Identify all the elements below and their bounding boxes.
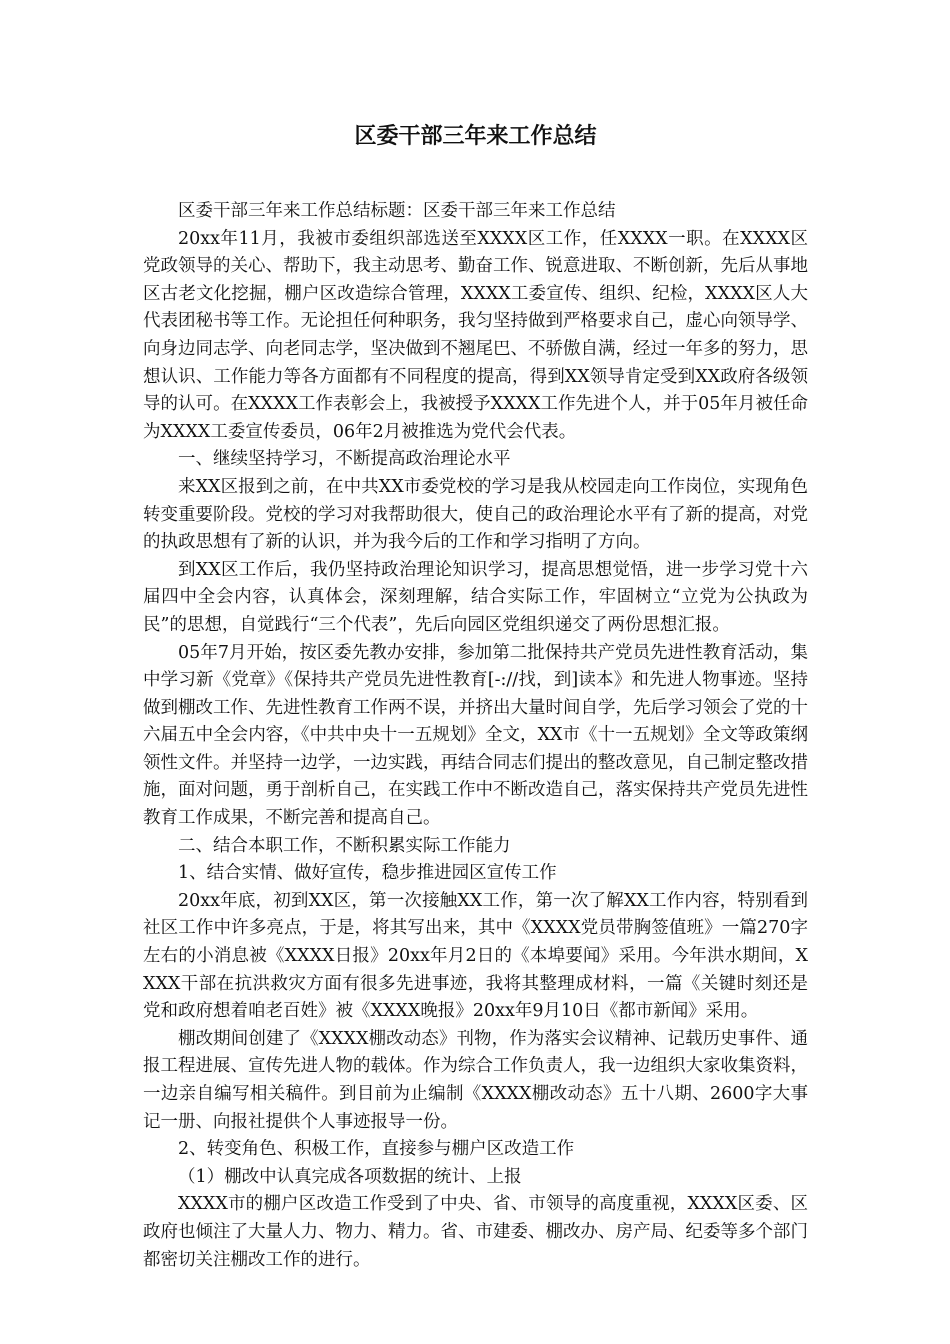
paragraph-background: 20xx年11月，我被市委组织部选送至XXXX区工作，任XXXX一职。在XXXX区党政领导的关心、帮助下，我主动思考、勤奋工作、锐意进取、不断创新，先后从事地区古老文化挖掘，棚户区改造综合管理，XXXX工委宣传、组织、纪检，XXXX区人大代表团秘书等工作。无论担任何种职务，我匀坚持做到严格要求自己，虚心向领导学、向身边同志学、向老同志学，坚决做到不翘尾巴、不骄傲自满，经过一年多的努力，思想认识、工作能力等各方面都有不同程度的提高，得到XX领导肯定受到XX政府各级领导的认可。在XXXX工作表彰会上，我被授予XXXX工作先进个人，并于05年月被任命为XXXX工委宣传委员，06年2月被推选为党代会代表。 — [143, 228, 808, 442]
document-title: 区委干部三年来工作总结 — [354, 124, 597, 149]
document-body — [143, 198, 808, 1274]
section-heading-2: 二、结合本职工作，不断积累实际工作能力 — [178, 835, 511, 856]
paragraph: 到XX区工作后，我仍坚持政治理论知识学习，提高思想觉悟，进一步学习党十六届四中全会内容，认真体会，深刻理解，结合实际工作，牢固树立“立党为公执政为民”的思想，自觉践行“三个代表”，先后向园区党组织递交了两份思想汇报。 — [143, 559, 808, 635]
paragraph: 来XX区报到之前，在中共XX市委党校的学习是我从校园走向工作岗位，实现角色转变重要阶段。党校的学习对我帮助很大，使自己的政治理论水平有了新的提高，对党的执政思想有了新的认识，并为我今后的工作和学习指明了方向。 — [143, 476, 808, 553]
subsection-heading-2: 2、转变角色、积极工作，直接参与棚户区改造工作 — [178, 1139, 575, 1160]
paragraph: XXXX市的棚户区改造工作受到了中央、省、市领导的高度重视，XXXX区委、区政府也倾注了大量人力、物力、精力。省、市建委、棚改办、房产局、纪委等多个部门都密切关注棚改工作的进行。 — [143, 1194, 808, 1270]
paragraph: 棚改期间创建了《XXXX棚改动态》刊物，作为落实会议精神、记载历史事件、通报工程进展、宣传先进人物的载体。作为综合工作负责人，我一边组织大家收集资料，一边亲自编写相关稿件。到目前为止编制《XXXX棚改动态》五十八期、2600字大事记一册、向报社提供个人事迹报导一份。 — [143, 1028, 808, 1132]
section-heading-1: 一、继续坚持学习，不断提高政治理论水平 — [178, 449, 511, 470]
subsection-heading-1: 1、结合实情、做好宣传，稳步推进园区宣传工作 — [178, 863, 557, 884]
paragraph: 05年7月开始，按区委先教办安排，参加第二批保持共产党员先进性教育活动，集中学习新《党章》《保持共产党员先进性教育[-://找，到]读本》和先进人物事迹。坚持做到棚改工作、先进性教育工作两不误，并挤出大量时间自学，先后学习领会了党的十六届五中全会内容，《中共中央十一五规划》全文，XX市《十一五规划》全文等政策纲领性文件。并坚持一边学，一边实践，再结合同志们提出的整改意见，自己制定整改措施，面对问题，勇于剖析自己，在实践工作中不断改造自己，落实保持共产党员先进性教育工作成果，不断完善和提高自己。 — [143, 642, 808, 829]
paragraph: 20xx年底，初到XX区，第一次接触XX工作，第一次了解XX工作内容，特别看到社区工作中许多亮点，于是，将其写出来，其中《XXXX党员带胸签值班》一篇270字左右的小消息被《XXXX日报》20xx年月2日的《本埠要闻》采用。今年洪水期间，XXXX干部在抗洪救灾方面有很多先进事迹，我将其整理成材料，一篇《关键时刻还是党和政府想着咱老百姓》被《XXXX晚报》20xx年9月10日《都市新闻》采用。 — [143, 890, 808, 1022]
paragraph-intro: 区委干部三年来工作总结标题：区委干部三年来工作总结 — [178, 201, 616, 221]
sub-subsection-heading: （1）棚改中认真完成各项数据的统计、上报 — [178, 1166, 522, 1187]
